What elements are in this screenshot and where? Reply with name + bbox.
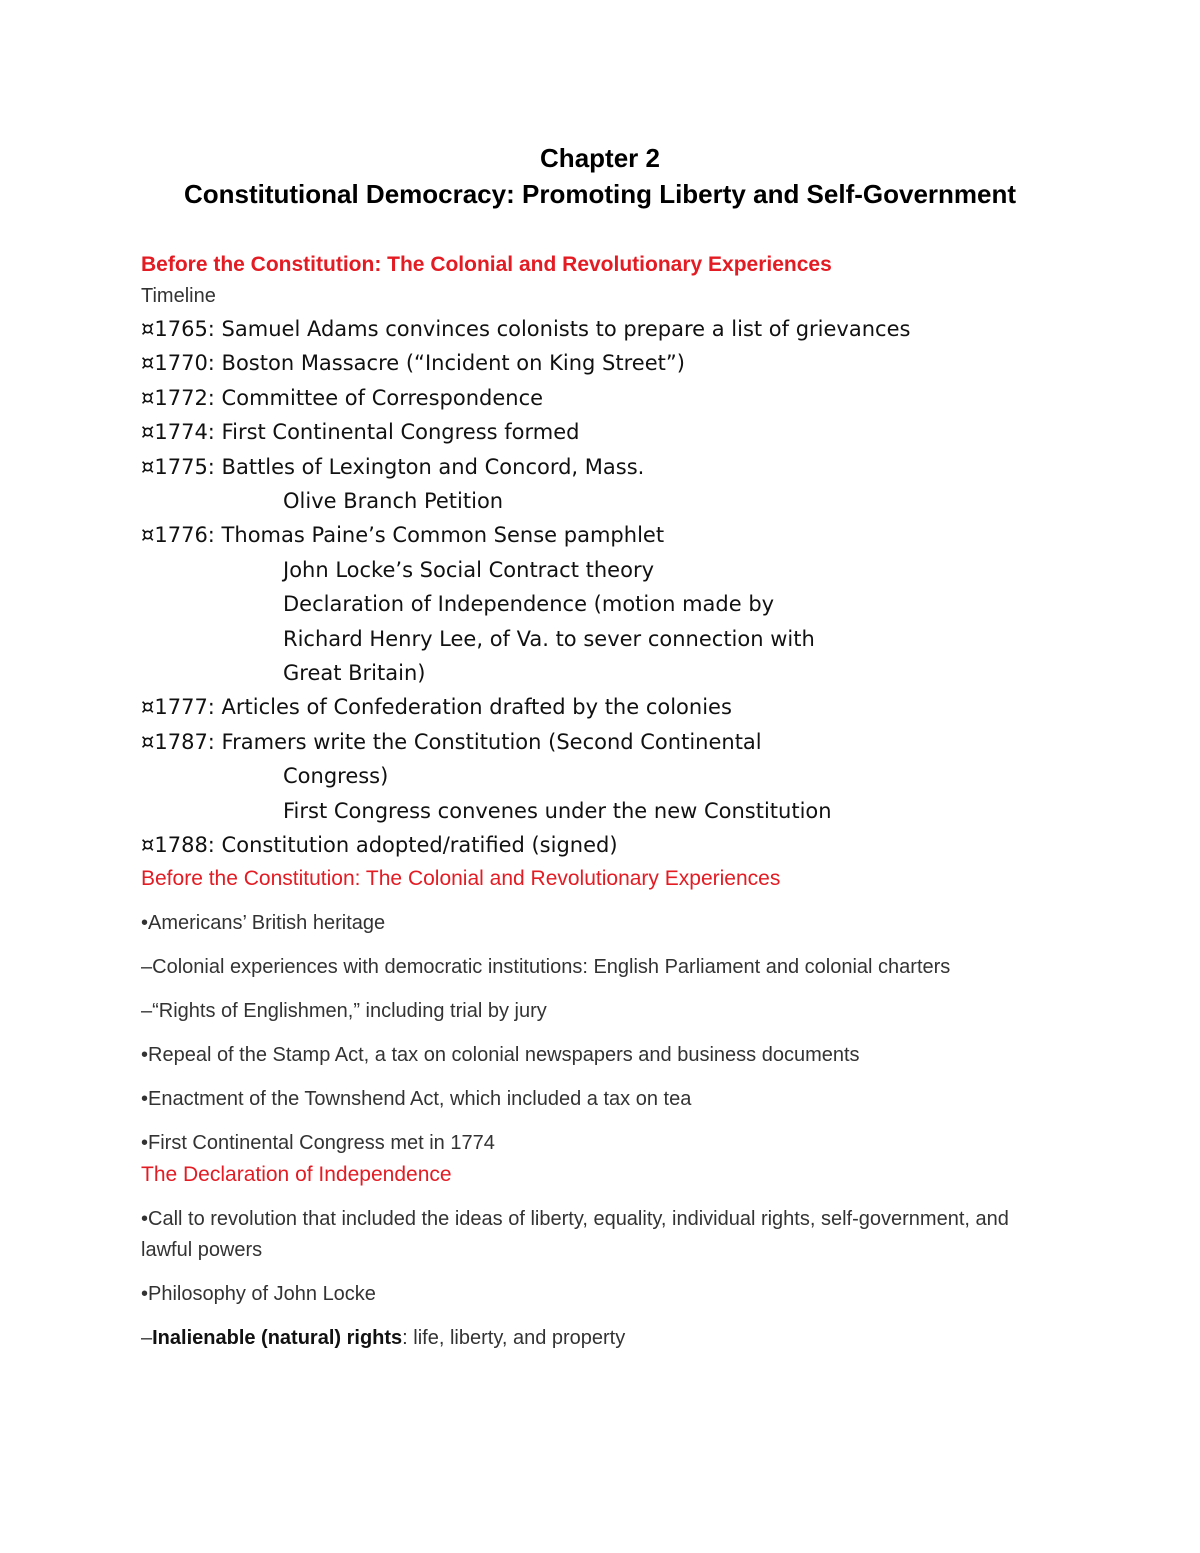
list-item: •Enactment of the Townshend Act, which included a tax on tea xyxy=(141,1087,692,1110)
bold-term: Inalienable (natural) rights xyxy=(152,1326,403,1349)
list-item: •Call to revolution that included the ideas of liberty, equality, individual rights, self-government, and lawful powers xyxy=(141,1207,1009,1261)
section-heading-colonial: Before the Constitution: The Colonial and Revolutionary Experiences xyxy=(141,866,781,890)
timeline-entry: ¤1774: First Continental Congress formed xyxy=(141,420,580,445)
list-item: •Philosophy of John Locke xyxy=(141,1282,376,1305)
title-block xyxy=(0,140,1200,212)
document-body xyxy=(141,250,1041,1354)
chapter-title: Constitutional Democracy: Promoting Liberty and Self-Government xyxy=(183,179,1017,209)
timeline-subentry: Great Britain) xyxy=(283,661,426,686)
declaration-bullet-list xyxy=(141,1204,1041,1354)
list-item: –“Rights of Englishmen,” including trial by jury xyxy=(141,999,547,1022)
timeline-entry: ¤1787: Framers write the Constitution (Second Continental xyxy=(141,729,762,754)
list-item: •Americans’ British heritage xyxy=(141,911,386,934)
timeline-subentry: First Congress convenes under the new Constitution xyxy=(283,798,832,823)
section-heading-colonial-bold: Before the Constitution: The Colonial and Revolutionary Experiences xyxy=(141,253,832,276)
section-heading-declaration: The Declaration of Independence xyxy=(141,1162,452,1186)
timeline-entry: ¤1777: Articles of Confederation drafted by the colonies xyxy=(141,695,732,720)
timeline-entry: ¤1788: Constitution adopted/ratified (signed) xyxy=(141,833,618,858)
list-item-rights xyxy=(141,1323,1041,1354)
chapter-number: Chapter 2 xyxy=(540,143,660,173)
timeline-entry: ¤1772: Committee of Correspondence xyxy=(141,385,544,410)
timeline-label: Timeline xyxy=(141,285,216,307)
colonial-bullet-list xyxy=(141,908,1041,1159)
term-definition: : life, liberty, and property xyxy=(402,1326,626,1349)
list-item: •Repeal of the Stamp Act, a tax on colonial newspapers and business documents xyxy=(141,1043,860,1066)
timeline-subentry: Congress) xyxy=(283,764,389,789)
timeline-subentry: Declaration of Independence (motion made by xyxy=(283,592,775,617)
timeline-subentry: John Locke’s Social Contract theory xyxy=(283,557,655,582)
timeline-list xyxy=(141,312,1041,863)
timeline-subentry: Olive Branch Petition xyxy=(283,489,504,514)
timeline-entry: ¤1776: Thomas Paine’s Common Sense pamphlet xyxy=(141,523,665,548)
timeline-subentry: Richard Henry Lee, of Va. to sever connection with xyxy=(283,626,815,651)
timeline-entry: ¤1765: Samuel Adams convinces colonists to prepare a list of grievances xyxy=(141,317,911,341)
timeline-entry: ¤1770: Boston Massacre (“Incident on King Street”) xyxy=(141,351,685,376)
dash-prefix: – xyxy=(141,1326,153,1349)
list-item: –Colonial experiences with democratic institutions: English Parliament and colonial charters xyxy=(141,955,951,978)
timeline-entry: ¤1775: Battles of Lexington and Concord, Mass. xyxy=(141,454,645,479)
list-item: •First Continental Congress met in 1774 xyxy=(141,1131,495,1154)
